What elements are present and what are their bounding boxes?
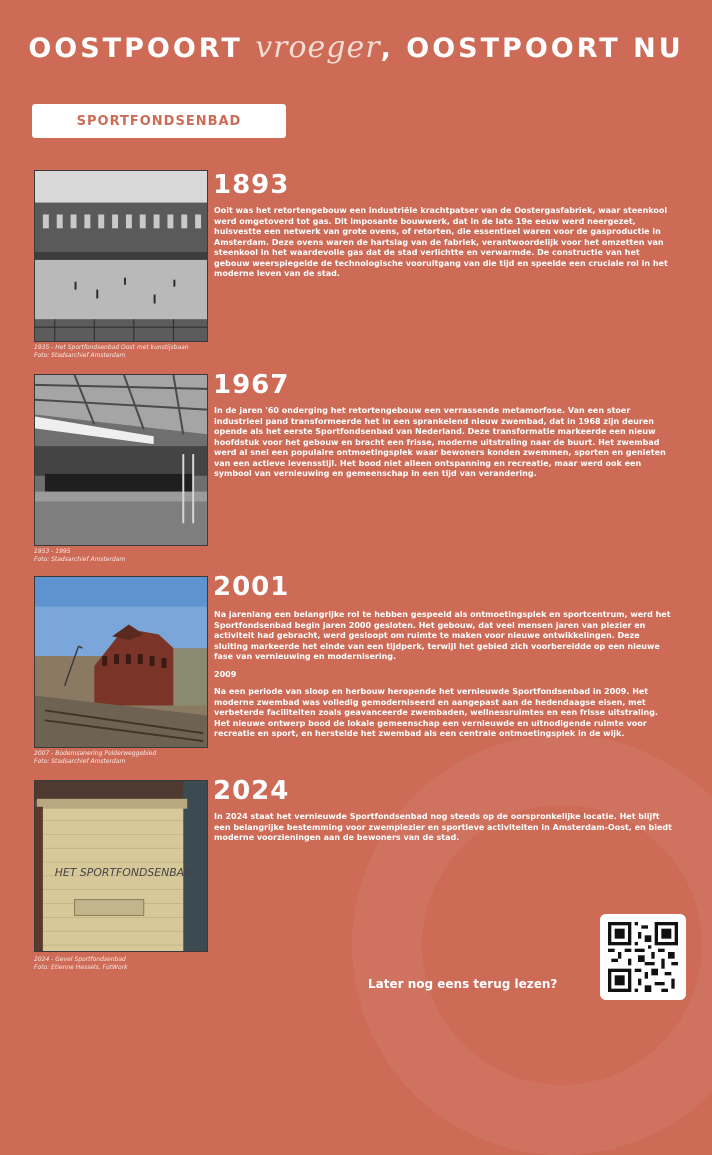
entry-text-1893 [214, 206, 676, 287]
caption-credit: Foto: Stadsarchief Amsterdam [34, 556, 126, 563]
caption-2024 [34, 956, 224, 972]
paragraph: Na een periode van sloop en herbouw heropende het vernieuwde Sportfondsenbad in 2009. Het moderne zwembad was volledig gemoderniseerd en aangepast aan de hedendaagse eisen, met verbeterde faciliteiten zoals geavanceerde zwembaden, wellnessruimtes en een frisse uitstraling. Het nieuwe ontwerp bood de lokale gemeenschap een vernieuwde en uitnodigende ruimte voor recreatie en sport, en herstelde het zwembad als een centrale ontmoetingsplek in de wijk. [214, 687, 658, 738]
paragraph: In de jaren '60 onderging het retortengebouw een verrassende metamorfose. Van een stoer industrieel pand transformeerde het in een sprankelend nieuw zwembad, dat in 1968 zijn deuren opende als het eerste Sportfondsenbad van Nederland. Deze transformatie markeerde een nieuw hoofdstuk voor het gebouw en bracht een frisse, moderne uitstraling naar de buurt. Het zwembad werd al snel een populaire ontmoetingsplek waar bewoners konden zwemmen, sporten en genieten van een actieve levensstijl. Het bood niet alleen ontspanning en recreatie, maar werd ook een symbool van vernieuwing en gemeenschap in een tijd van verandering. [214, 406, 666, 478]
year-heading-2001: 2001 [213, 572, 290, 602]
paragraph: Na jarenlang een belangrijke rol te hebben gespeeld als ontmoetingsplek en sportcentrum, werd het Sportfondsenbad begin jaren 2000 gesloten. Het gebouw, dat veel mensen jaren van plezier en activiteit had gebracht, werd gesloopt om ruimte te maken voor nieuwe ontwikkelingen. Deze sluiting markeerde het einde van een tijdperk, terwijl het gebied zich voorbereidde op een nieuwe fase van vernieuwing en modernisering. [214, 610, 671, 661]
paragraph: In 2024 staat het vernieuwde Sportfondsenbad nog steeds op de oorspronkelijke locatie. Het blijft een belangrijke bestemming voor zwemplezier en sportieve activiteiten in Amsterdam-Oost, en biedt moderne voorzieningen aan de bewoners van de stad. [214, 812, 672, 842]
paragraph: Ooit was het retortengebouw een industriële krachtpatser van de Oostergasfabriek, waar steenkool werd omgetoverd tot gas. Dit imposante bouwwerk, dat in de late 19e eeuw werd neergezet, huisvestte een netwerk van grote ovens, of retorten, die essentieel waren voor de gasproductie in Amsterdam. Deze ovens waren de hartslag van de fabriek, verantwoordelijk voor het omzetten van steenkool in het waardevolle gas dat de stad verlichtte en verwarmde. De constructie van het gebouw weerspiegelde de technologische vooruitgang van die tijd en speelde een cruciale rol in het moderne leven van de stad. [214, 206, 668, 278]
facade-sign-text: HET SPORTFONDSENBAD [54, 865, 193, 879]
caption-credit: Foto: Stadsarchief Amsterdam [34, 352, 126, 359]
entry-text-2001 [214, 610, 676, 747]
caption-2001 [34, 750, 224, 766]
section-label-text: SPORTFONDSENBAD [76, 113, 242, 129]
year-heading-1893: 1893 [213, 170, 290, 200]
entry-text-1967 [214, 406, 676, 487]
year-heading-1967: 1967 [213, 370, 290, 400]
title-part1: OOSTPOORT [28, 33, 243, 64]
caption-line: 1953 - 1995 [34, 548, 71, 555]
caption-1893 [34, 344, 224, 360]
photo-1967-pool-hall [34, 374, 208, 546]
title-part2: , OOSTPOORT NU [380, 33, 684, 64]
sub-year-label: 2009 [214, 669, 237, 679]
caption-1967 [34, 548, 224, 564]
qr-code-icon [608, 922, 678, 992]
photo-2001-demolition [34, 576, 208, 748]
section-label [32, 104, 286, 138]
photo-1893-ice-rink [34, 170, 208, 342]
page-title [0, 30, 712, 65]
caption-line: 2024 - Gevel Sportfondsenbad [34, 956, 126, 963]
title-script-word: vroeger [255, 30, 381, 65]
entry-text-2024 [214, 812, 676, 851]
footer-cta-text: Later nog eens terug lezen? [368, 977, 558, 991]
year-heading-2024: 2024 [213, 776, 290, 806]
caption-line: 2007 - Bodemsanering Polderweggebied [34, 750, 157, 757]
caption-line: 1935 - Het Sportfondsenbad Oost met kunstijsbaan [34, 344, 189, 351]
caption-credit: Foto: Etienne Hessels, FotWork [34, 964, 128, 971]
photo-2024-facade [34, 780, 208, 952]
caption-credit: Foto: Stadsarchief Amsterdam [34, 758, 126, 765]
qr-code[interactable] [600, 914, 686, 1000]
